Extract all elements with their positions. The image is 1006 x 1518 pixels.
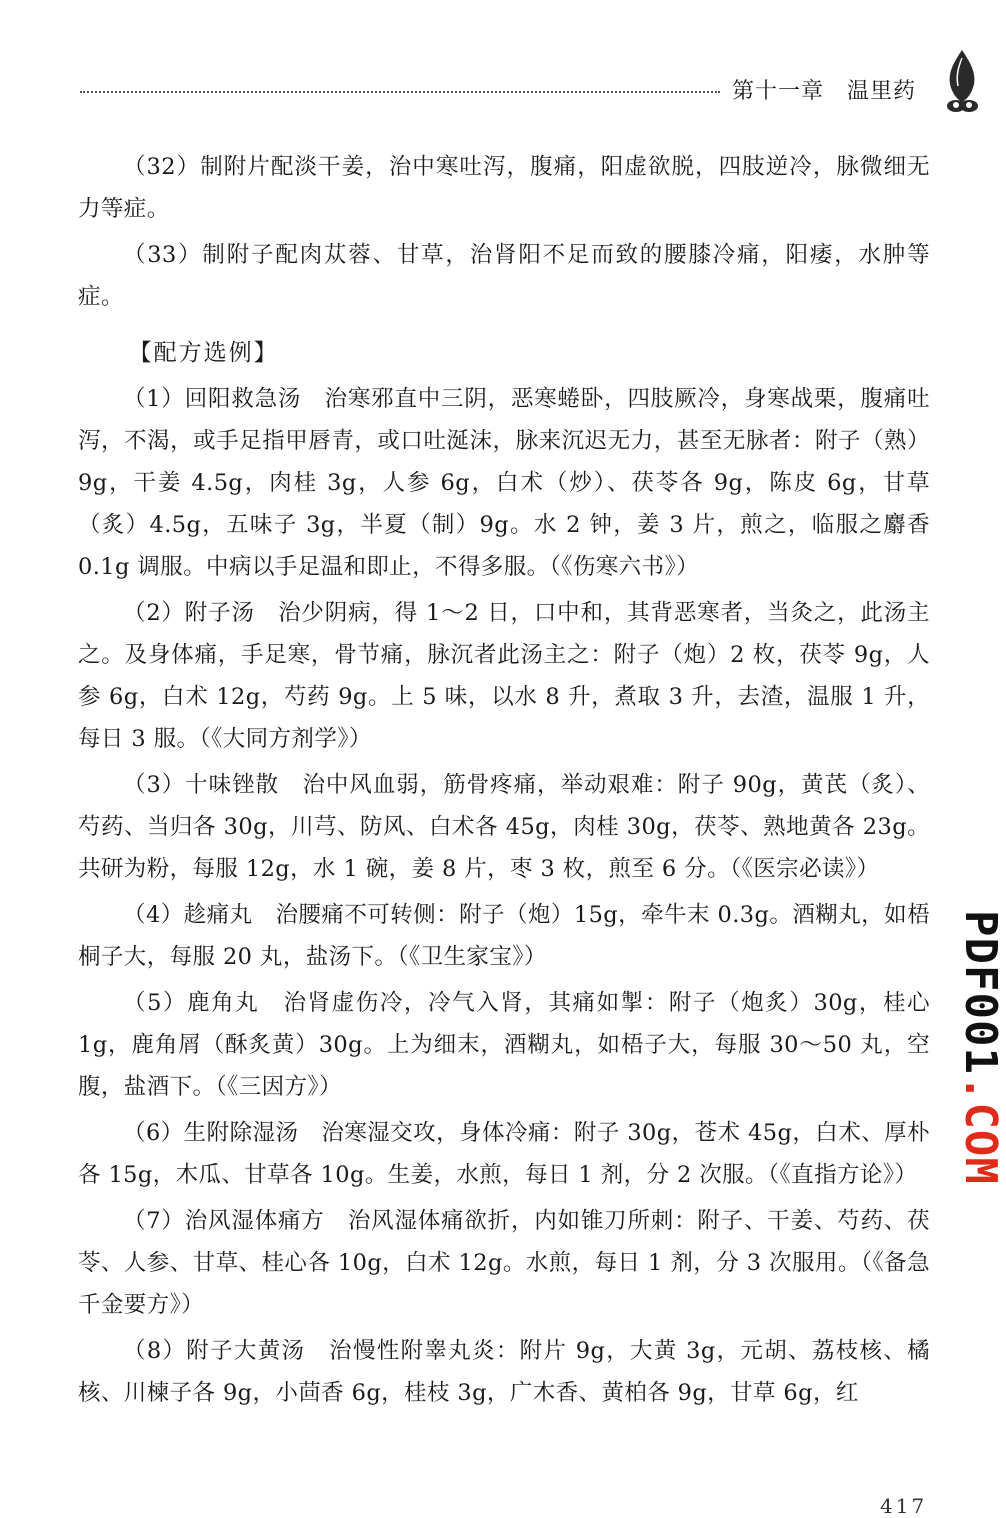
section-heading: 【配方选例】 [128, 340, 279, 366]
page-body [78, 146, 930, 1418]
header-dotted-rule [80, 91, 720, 93]
recipe-8: （8）附子大黄汤 治慢性附睾丸炎：附片 9g，大黄 3g，元胡、荔枝核、橘核、川楝子各 9g，小茴香 6g，桂枝 3g，广木香、黄柏各 9g，甘草 6g，红 [78, 1338, 930, 1406]
recipe-6: （6）生附除湿汤 治寒湿交攻，身体冷痛：附子 30g，苍术 45g，白术、厚朴各 15g，木瓜、甘草各 10g。生姜，水煎，每日 1 剂，分 2 次服。（《直指方论》） [78, 1120, 930, 1188]
recipe-2: （2）附子汤 治少阴病，得 1～2 日，口中和，其背恶寒者，当灸之，此汤主之。及身体痛，手足寒，骨节痛，脉沉者此汤主之：附子（炮）2 枚，茯苓 9g，人参 6g，白术 12g，芍药 9g。上 5 味，以水 8 升，煮取 3 升，去渣，温服 1 升，每日 3 服。（《大同方剂学》） [78, 600, 930, 752]
herb-leaf-icon [942, 48, 982, 114]
paragraph-33: （33）制附子配肉苁蓉、甘草，治肾阳不足而致的腰膝冷痛，阳痿，水肿等症。 [78, 242, 930, 310]
recipe-1: （1）回阳救急汤 治寒邪直中三阴，恶寒蜷卧，四肢厥冷，身寒战栗，腹痛吐泻，不渴，或手足指甲唇青，或口吐涎沫，脉来沉迟无力，甚至无脉者：附子（熟）9g，干姜 4.5g，肉桂 3g，人参 6g，白术（炒）、茯苓各 9g，陈皮 6g，甘草（炙）4.5g，五味子 3g，半夏（制）9g。水 2 钟，姜 3 片，煎之，临服之麝香 0.1g 调服。中病以手足温和即止，不得多服。（《伤寒六书》） [78, 386, 930, 580]
page-header [80, 70, 930, 110]
watermark-part-1: PDF001 [955, 910, 1006, 1075]
recipe-4: （4）趁痛丸 治腰痛不可转侧：附子（炮）15g，牵牛末 0.3g。酒糊丸，如梧桐子大，每服 20 丸，盐汤下。（《卫生家宝》） [78, 902, 930, 970]
watermark-part-2: .COM [955, 1074, 1006, 1185]
paragraph-32: （32）制附片配淡干姜，治中寒吐泻，腹痛，阳虚欲脱，四肢逆冷，脉微细无力等症。 [78, 154, 930, 222]
recipe-5: （5）鹿角丸 治肾虚伤冷，冷气入肾，其痛如掣：附子（炮炙）30g，桂心 1g，鹿角屑（酥炙黄）30g。上为细末，酒糊丸，如梧子大，每服 30～50 丸，空腹，盐酒下。（《三因方》） [78, 990, 930, 1100]
recipe-3: （3）十味锉散 治中风血弱，筋骨疼痛，举动艰难：附子 90g，黄芪（炙）、芍药、当归各 30g，川芎、防风、白术各 45g，肉桂 30g，茯苓、熟地黄各 23g。共研为粉，每服 12g，水 1 碗，姜 8 片，枣 3 枚，煎至 6 分。（《医宗必读》） [78, 772, 930, 882]
page-number: 417 [880, 1494, 928, 1518]
watermark [955, 910, 1006, 1185]
recipe-7: （7）治风湿体痛方 治风湿体痛欲折，内如锥刀所刺：附子、干姜、芍药、茯苓、人参、甘草、桂心各 10g，白术 12g。水煎，每日 1 剂，分 3 次服用。（《备急千金要方》） [78, 1208, 930, 1318]
chapter-title: 第十一章 温里药 [732, 79, 917, 104]
